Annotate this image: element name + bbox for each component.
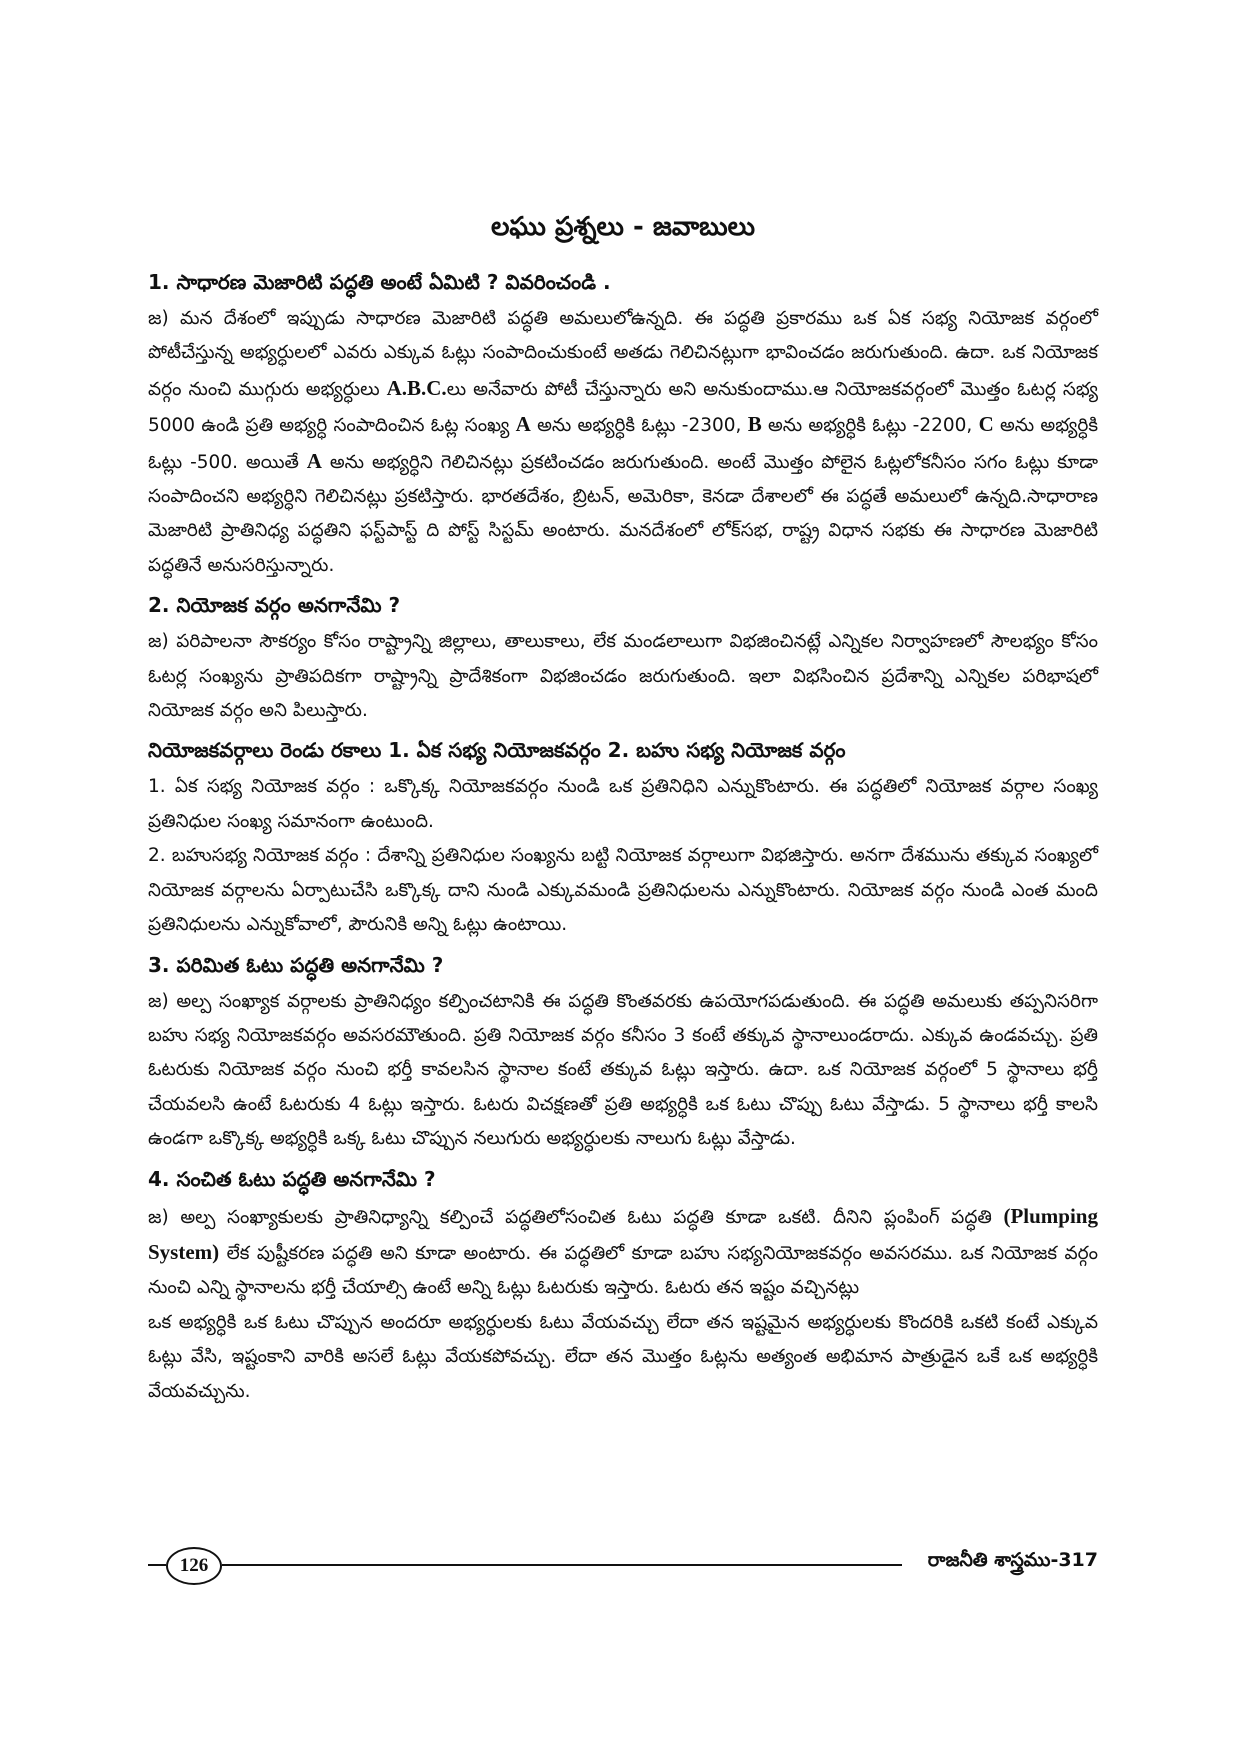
answer-1-text: జ) మన దేశంలో ఇప్పుడు సాధారణ మెజారిటి పద్ధతి అమలులోఉన్నది. ఈ పద్ధతి ప్రకారము ఒక ఏక సభ్య నియోజక వర్గంలో పోటీచేస్తున్న అభ్యర్ధులలో ఎవరు ఎక్కువ ఓట్లు సంపాదించుకుంటే అతడు గెలిచినట్లుగా భావించడం జరుగుతుంది. ఉదా. ఒక నియోజక వర్గం నుంచి ముగ్గురు అభ్యర్ధులు bbox=[148, 308, 1098, 400]
question-4-heading: 4. సంచిత ఓటు పద్ధతి అనగానేమి ? bbox=[148, 1166, 436, 1191]
candidate-c: C bbox=[978, 412, 994, 437]
answer-1-text: అను అభ్యర్ధికి ఓట్లు -500. అయితే bbox=[148, 415, 1098, 473]
page-body bbox=[148, 212, 1098, 1409]
candidate-a: A bbox=[306, 448, 322, 473]
answer-4-text: లేక పుష్టీకరణ పద్ధతి అని కూడా అంటారు. ఈ పద్ధతిలో కూడా బహు సభ్యనియోజకవర్గం అవసరము. ఒక నియోజక వర్గం నుంచి ఎన్ని స్థానాలను భర్తీ చేయాల్సి ఉంటే అన్ని ఓట్లు ఓటరుకు ఇస్తారు. ఓటరు తన ఇష్టం వచ్చినట్లు bbox=[148, 1242, 1098, 1299]
constituency-type-2: 2. బహుసభ్య నియోజక వర్గం : దేశాన్ని ప్రతినిధుల సంఖ్యను బట్టి నియోజక వర్గాలుగా విభజిస్తారు. అనగా దేశమును తక్కువ సంఖ్యలో నియోజక వర్గాలను ఏర్పాటుచేసి ఒక్కొక్క దాని నుండి ఎక్కువమండి ప్రతినిధులను ఎన్నుకొంటారు. నియోజక వర్గం నుండి ఎంత మంది ప్రతినిధులను ఎన్నుకోవాలో, పౌరునికి అన్ని ఓట్లు ఉంటాయి. bbox=[148, 845, 1098, 936]
answer-1-text: అను అభ్యర్ధికి ఓట్లు -2200, bbox=[761, 415, 979, 437]
candidates-abc: A.B.C. bbox=[386, 375, 447, 400]
candidate-a: A bbox=[515, 412, 531, 437]
page-footer bbox=[148, 1547, 1098, 1587]
constituency-type-1: 1. ఏక సభ్య నియోజక వర్గం : ఒక్కొక్క నియోజకవర్గం నుండి ఒక ప్రతినిధిని ఎన్నుకొంటారు. ఈ పద్ధతిలో నియోజక వర్గాల సంఖ్య ప్రతినిధుల సంఖ్య సమానంగా ఉంటుంది. bbox=[148, 776, 1098, 832]
answer-1 bbox=[148, 302, 1098, 583]
answer-4-continued: ఒక అభ్యర్ధికి ఒక ఓటు చొప్పున అందరూ అభ్యర్ధులకు ఓటు వేయవచ్చు లేదా తన ఇష్టమైన అభ్యర్ధులకు కొందరికి ఒకటి కంటే ఎక్కువ ఓట్లు వేసి, ఇష్టంకాని వారికి అసలే ఓట్లు వేయకపోవచ్చు. లేదా తన మొత్తం ఓట్లను అత్యంత అభిమాన పాత్రుడైన ఒకే ఒక అభ్యర్ధికి వేయవచ్చును. bbox=[148, 1311, 1098, 1402]
page-title: లఘు ప్రశ్నలు - జవాబులు bbox=[490, 212, 756, 242]
plumping-system-term: (Plumping System) bbox=[148, 1203, 1098, 1264]
footer-rule bbox=[222, 1564, 902, 1566]
answer-1-text: లు అనేవారు పోటీ చేస్తున్నారు అని అనుకుందాము.ఆ నియోజకవర్గంలో మొత్తం ఓటర్ల సభ్య 5000 ఉండి ప్రతి అభ్యర్ధి సంపాదించిన ఓట్ల సంఖ్య bbox=[148, 378, 1098, 437]
question-2-heading: 2. నియోజక వర్గం అనగానేమి ? bbox=[148, 593, 401, 618]
answer-4 bbox=[148, 1199, 1098, 1306]
book-title: రాజనీతి శాస్త్రము-317 bbox=[927, 1549, 1098, 1571]
answer-1-text: అను అభ్యర్ధిని గెలిచినట్లు ప్రకటించడం జరుగుతుంది. అంటే మొత్తం పోలైన ఓట్లలోకనీసం సగం ఓట్లు కూడా సంపాదించని అభ్యర్ధిని గెలిచినట్లు ప్రకటిస్తారు. భారతదేశం, బ్రిటన్, అమెరికా, కెనడా దేశాలలో ఈ పద్ధతే అమలులో ఉన్నది.సాధారాణ మెజారిటి ప్రాతినిధ్య పద్ధతిని ఫస్ట్‌పాస్ట్ ది పోస్ట్ సిస్టమ్ అంటారు. మనదేశంలో లోక్‌సభ, రాష్ట్ర విధాన సభకు ఈ సాధారణ మెజారిటి పద్ధతినే అనుసరిస్తున్నారు. bbox=[148, 451, 1099, 576]
footer-rule-left bbox=[148, 1564, 166, 1566]
answer-2: జ) పరిపాలనా సౌకర్యం కోసం రాష్ట్రాన్ని జిల్లాలు, తాలుకాలు, లేక మండలాలుగా విభజించినట్లే ఎన్నికల నిర్వాహణలో సౌలభ్యం కోసం ఓటర్ల సంఖ్యను ప్రాతిపదికగా రాష్ట్రాన్ని ప్రాదేశికంగా విభజించడం జరుగుతుంది. ఇలా విభసించిన ప్రదేశాన్ని ఎన్నికల పరిభాషలో నియోజక వర్గం అని పిలుస్తారు. bbox=[148, 631, 1098, 722]
question-1-heading: 1. సాధారణ మెజారిటి పద్ధతి అంటే ఏమిటి ? వివరించండి . bbox=[148, 270, 611, 294]
candidate-b: B bbox=[747, 412, 762, 437]
page-number: 126 bbox=[166, 1547, 222, 1585]
constituency-types-heading: నియోజకవర్గాలు రెండు రకాలు 1. ఏక సభ్య నియోజకవర్గం 2. బహు సభ్య నియోజక వర్గం bbox=[148, 738, 846, 763]
answer-3: జ) అల్ప సంఖ్యాక వర్గాలకు ప్రాతినిధ్యం కల్పించటానికి ఈ పద్ధతి కొంతవరకు ఉపయోగపడుతుంది. ఈ పద్ధతి అమలుకు తప్పనిసరిగా బహు సభ్య నియోజకవర్గం అవసరమౌతుంది. ప్రతి నియోజక వర్గం కనీసం 3 కంటే తక్కువ స్థానాలుండరాదు. ఎక్కువ ఉండవచ్చు. ప్రతి ఓటరుకు నియోజక వర్గం నుంచి భర్తీ కావలసిన స్థానాల కంటే తక్కువ ఓట్లు ఇస్తారు. ఉదా. ఒక నియోజక వర్గంలో 5 స్థానాలు భర్తీ చేయవలసి ఉంటే ఓటరుకు 4 ఓట్లు ఇస్తారు. ఓటరు విచక్షణతో ప్రతి అభ్యర్ధికి ఒక ఓటు చొప్పు ఓటు వేస్తాడు. 5 స్థానాలు భర్తీ కాలసి ఉండగా ఒక్కొక్క అభ్యర్ధికి ఒక్క ఓటు చొప్పున నలుగురు అభ్యర్ధులకు నాలుగు ఓట్లు వేస్తాడు. bbox=[148, 990, 1098, 1150]
answer-4-text: జ) అల్ప సంఖ్యాకులకు ప్రాతినిధ్యాన్ని కల్పించే పద్ధతిలోసంచిత ఓటు పద్ధతి కూడా ఒకటి. దీనిని ప్లంపింగ్ పద్ధతి bbox=[148, 1206, 1004, 1228]
answer-1-text: అను అభ్యర్ధికి ఓట్లు -2300, bbox=[530, 415, 748, 437]
question-3-heading: 3. పరిమిత ఓటు పద్ధతి అనగానేమి ? bbox=[148, 952, 444, 977]
